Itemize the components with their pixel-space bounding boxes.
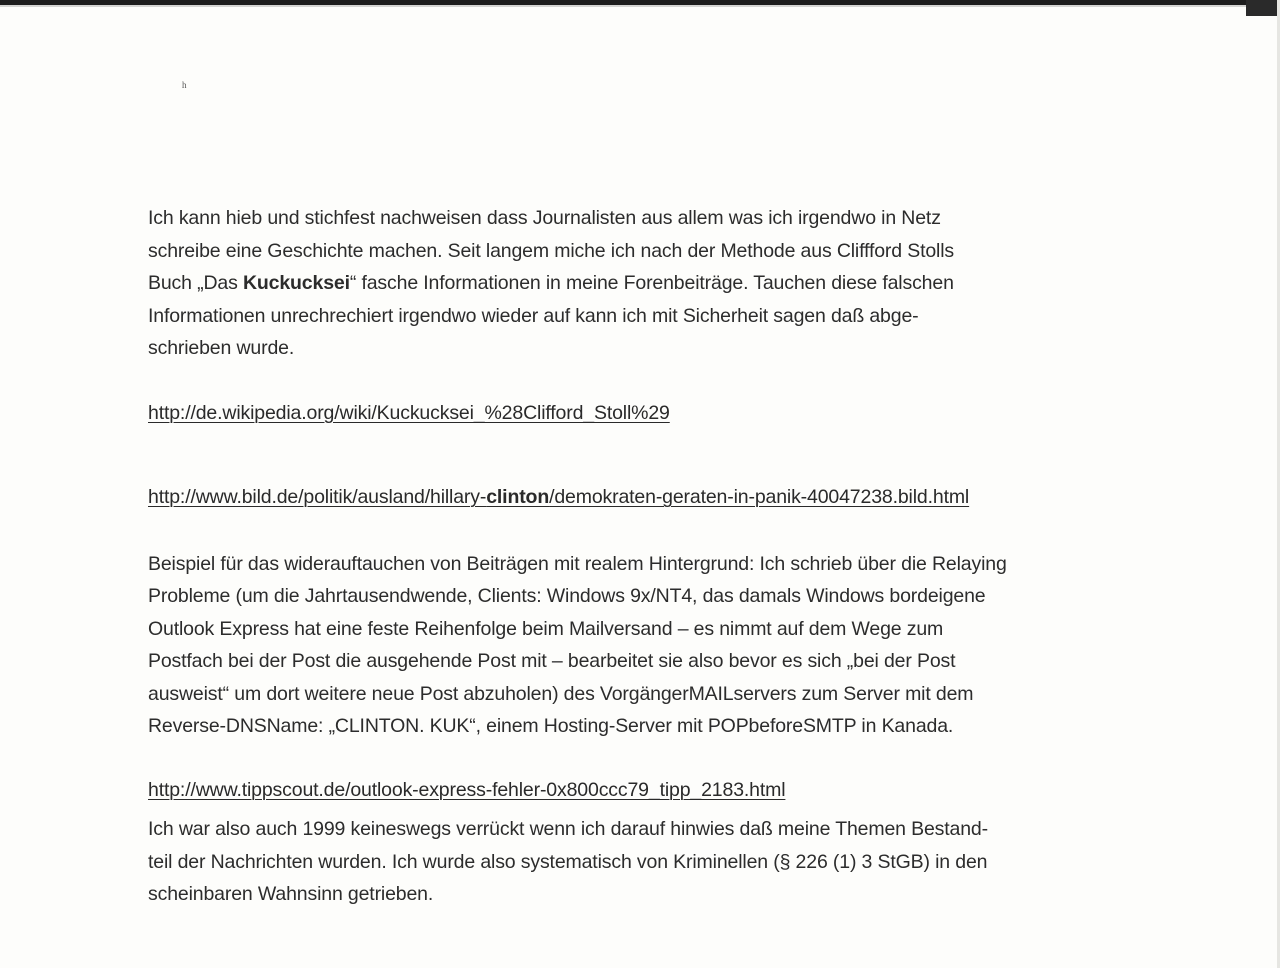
bild-link-start: http://www.bild.de/politik/ausland/hillary-: [148, 486, 487, 508]
tippscout-link[interactable]: http://www.tippscout.de/outlook-express-fehler-0x800ccc79_tipp_2183.html: [148, 778, 786, 801]
paragraph-2-line-5: ausweist“ um dort weitere neue Post abzuholen) des VorgängerMAILservers zum Server mit dem: [148, 682, 974, 705]
paragraph-1-line-3-end: “ fasche Informationen in meine Forenbeiträge. Tauchen diese falschen: [349, 272, 954, 294]
paragraph-3-line-3: scheinbaren Wahnsinn getrieben.: [148, 883, 434, 905]
paragraph-2-line-3: Outlook Express hat eine feste Reihenfolge beim Mailversand – es nimmt auf dem Wege zum: [148, 617, 944, 640]
paragraph-2-line-4: Postfach bei der Post die ausgehende Post mit – bearbeitet sie also bevor es sich „bei der Post: [148, 650, 956, 672]
stray-mark: h: [182, 80, 187, 90]
paragraph-1-line-4: Informationen unrechrechiert irgendwo wieder auf kann ich mit Sicherheit sagen daß abge-: [148, 304, 919, 327]
paragraph-3: [148, 813, 1108, 911]
bild-link-end: /demokraten-geraten-in-panik-40047238.bild.html: [549, 486, 970, 508]
bild-link[interactable]: [148, 481, 1108, 514]
paragraph-2-line-2: Probleme (um die Jahrtausendwende, Clients: Windows 9x/NT4, das damals Windows bordeigene: [148, 585, 986, 607]
scan-corner-mark: [1246, 0, 1280, 16]
paragraph-2: [148, 548, 1108, 743]
book-title-bold: Kuckucksei: [242, 272, 350, 294]
paragraph-1: [148, 202, 1108, 365]
bild-link-bold: clinton: [486, 486, 550, 508]
paragraph-1-line-5: schrieben wurde.: [148, 337, 295, 359]
paragraph-1-line-1: Ich kann hieb und stichfest nachweisen dass Journalisten aus allem was ich irgendwo in Netz: [148, 207, 941, 229]
paragraph-3-line-1: Ich war also auch 1999 keineswegs verrückt wenn ich darauf hinwies daß meine Themen Bestand-: [148, 818, 988, 840]
paragraph-1-line-2: schreibe eine Geschichte machen. Seit langem miche ich nach der Methode aus Cliffford Stolls: [148, 239, 955, 262]
paragraph-2-line-6: Reverse-DNSName: „CLINTON. KUK“, einem Hosting-Server mit POPbeforeSMTP in Kanada.: [148, 715, 954, 737]
paragraph-3-line-2: teil der Nachrichten wurden. Ich wurde also systematisch von Kriminellen (§ 226 (1) 3 StGB) in den: [148, 850, 988, 873]
scan-top-edge-shadow: [0, 5, 1280, 7]
document-body: [148, 202, 1108, 911]
wikipedia-link[interactable]: http://de.wikipedia.org/wiki/Kuckucksei_%28Clifford_Stoll%29: [148, 401, 670, 424]
paragraph-1-line-3: [148, 267, 1108, 300]
paragraph-2-line-1: Beispiel für das widerauftauchen von Beiträgen mit realem Hintergrund: Ich schrieb über die Relaying: [148, 552, 1007, 575]
paragraph-1-line-3-start: Buch „Das: [148, 272, 243, 294]
